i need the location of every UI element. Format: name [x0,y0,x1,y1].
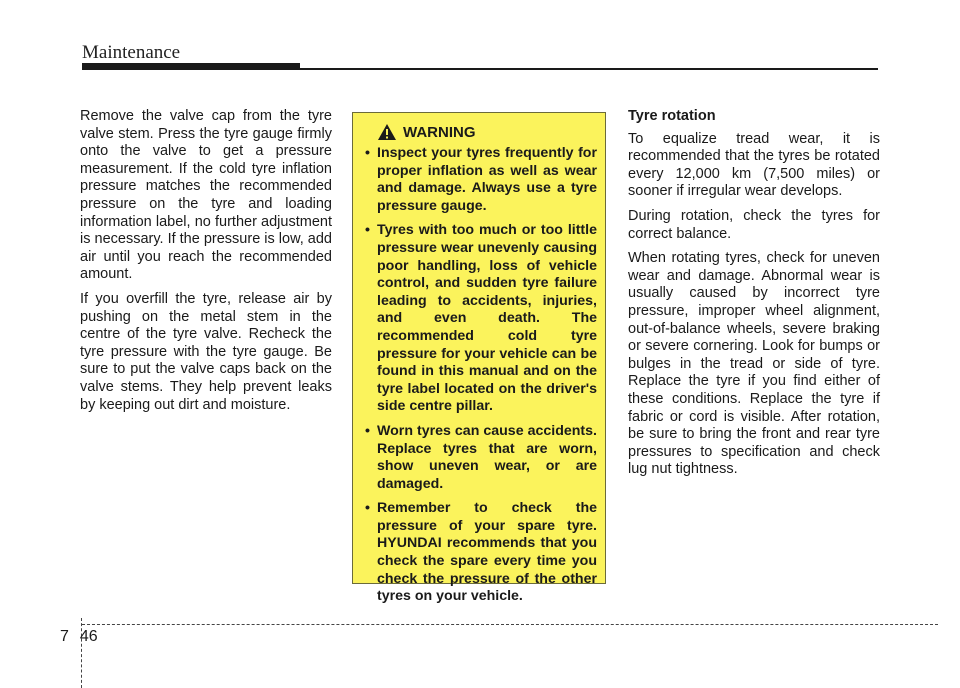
bullet-icon: • [365,145,370,161]
paragraph: If you overfill the tyre, release air by pushing on the metal stem in the centre of the tyre valve. Recheck the tyre pressure with the tyre gauge. Be sure to put the valve caps back on the valve stems. They help prevent leaks by keeping out dirt and moisture. [80,290,332,413]
page-number [60,628,98,646]
warning-list [365,145,597,606]
bullet-icon: • [365,500,370,517]
bullet-icon: • [365,222,370,239]
paragraph: When rotating tyres, check for uneven wear and damage. Abnormal wear is usually caused by incorrect tyre pressure, improper wheel alignment, out-of-balance wheels, severe braking or severe cornering. Look for bumps or bulges in the tread or side of tyre. Replace the tyre if you find either of these conditions. Replace the tyre if fabric or cord is visible. After rotation, be sure to bring the front and rear tyre pressures to specification and check lug nut tightness. [628,250,880,478]
paragraph: During rotation, check the tyres for correct balance. [628,207,880,242]
footer-horizontal-divider [82,624,938,625]
left-column [80,108,332,421]
warning-title: WARNING [403,123,476,141]
bullet-icon: • [365,422,370,439]
warning-item [365,423,597,493]
page-index: 46 [79,628,98,645]
right-column [628,108,880,486]
chapter-number: 7 [60,628,69,645]
warning-header [377,123,597,141]
warning-item [365,500,597,606]
warning-item [365,222,597,416]
section-title: Maintenance [82,42,181,63]
paragraph: To equalize tread wear, it is recommended that the tyres be rotated every 12,000 km (7,500 miles) or sooner if irregular wear develops. [628,130,880,200]
paragraph: Remove the valve cap from the tyre valve stem. Press the tyre gauge firmly onto the valve to get a pressure measurement. If the cold tyre inflation pressure matches the recommended pressure on the tyre and loading information label, no further adjustment is necessary. If the pressure is low, add air until you reach the recommended amount. [80,108,332,283]
subsection-heading: Tyre rotation [628,108,716,124]
warning-item [365,145,597,215]
header-rule-thin [82,68,878,70]
warning-box [352,112,606,605]
warning-item-text: Remember to check the pressure of your spare tyre. HYUNDAI recommends that you check the spare every time you check the pressure of the other tyres on your vehicle. [377,500,597,605]
warning-item-text: Worn tyres can cause accidents. Replace tyres that are worn, show uneven wear, or are damaged. [377,422,597,492]
warning-triangle-icon [377,123,397,141]
warning-item-text: Tyres with too much or too little pressure wear unevenly causing poor handling, loss of vehicle control, and sudden tyre failure leading to accidents, injuries, and even death. The recommended cold tyre pressure for your vehicle can be found in this manual and on the tyre label located on the driver's side centre pillar. [377,222,597,415]
warning-item-text: Inspect your tyres frequently for proper inflation as well as wear and damage. Always use a tyre pressure gauge. [377,145,597,214]
